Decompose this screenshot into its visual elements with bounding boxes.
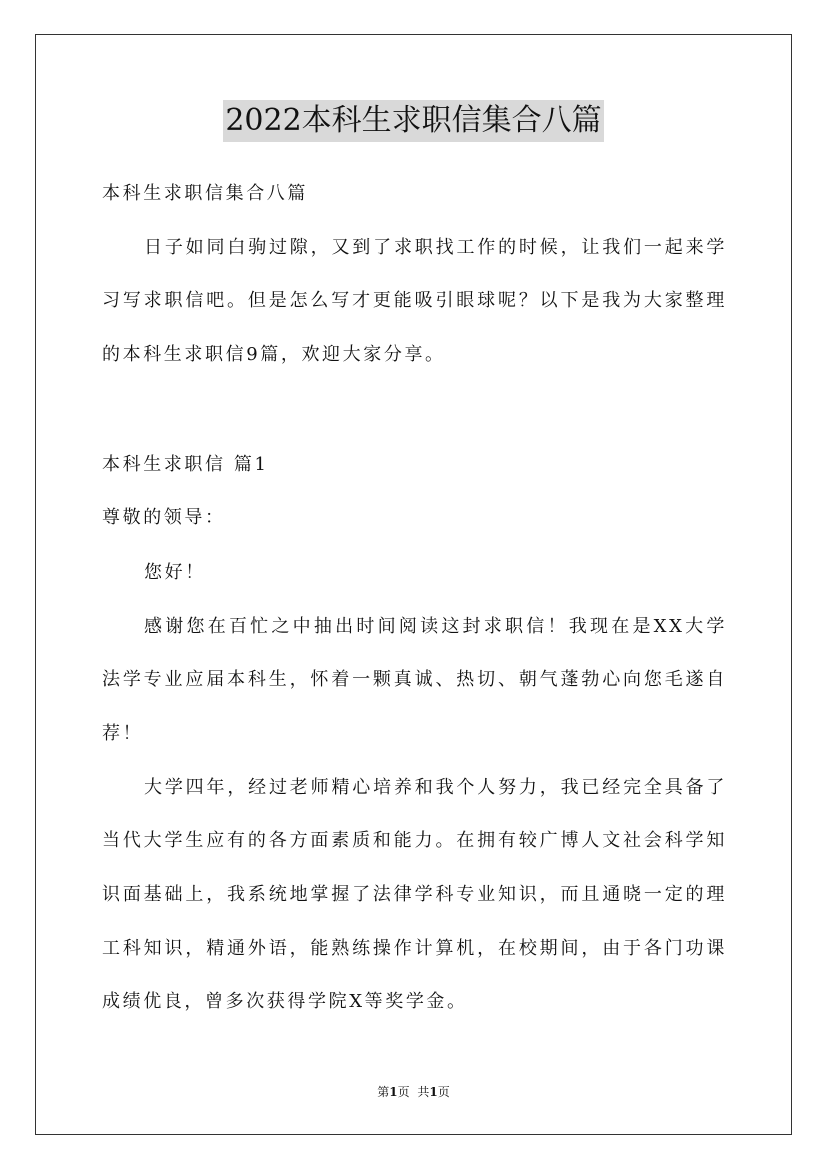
greeting: 您好！: [144, 562, 206, 583]
paragraph2-line-1: 大学四年，经过老师精心培养和我个人努力，我已经完全具备了: [144, 777, 727, 798]
section-heading: 本科生求职信 篇1: [102, 454, 269, 475]
salutation: 尊敬的领导：: [102, 507, 226, 528]
paragraph2-line-4: 工科知识，精通外语，能熟练操作计算机，在校期间，由于各门功课: [102, 938, 727, 959]
intro-line-1: 日子如同白驹过隙，又到了求职找工作的时候，让我们一起来学: [144, 237, 727, 258]
paragraph1-line-2: 法学专业应届本科生，怀着一颗真诚、热切、朝气蓬勃心向您毛遂自: [102, 669, 727, 690]
total-suffix: 页: [437, 1085, 450, 1099]
page-footer: [0, 1084, 827, 1100]
paragraph2-line-3: 识面基础上，我系统地掌握了法律学科专业知识，而且通晓一定的理: [102, 884, 727, 905]
paragraph2-line-2: 当代大学生应有的各方面素质和能力。在拥有较广博人文社会科学知: [102, 830, 727, 851]
title-container: [0, 100, 827, 142]
document-title: 2022本科生求职信集合八篇: [223, 100, 603, 142]
total-prefix: 共: [417, 1085, 430, 1099]
page-label-prefix: 第: [377, 1085, 390, 1099]
paragraph1-line-3: 荐！: [102, 723, 144, 744]
intro-line-2: 习写求职信吧。但是怎么写才更能吸引眼球呢？以下是我为大家整理: [102, 290, 727, 311]
page-label-suffix: 页: [397, 1085, 410, 1099]
paragraph2-line-5: 成绩优良，曾多次获得学院X等奖学金。: [102, 991, 468, 1012]
intro-line-3: 的本科生求职信9篇，欢迎大家分享。: [102, 344, 446, 365]
page-number: 1: [389, 1085, 398, 1099]
total-pages: 1: [429, 1085, 438, 1099]
paragraph1-line-1: 感谢您在百忙之中抽出时间阅读这封求职信！我现在是XX大学: [144, 616, 727, 637]
document-subtitle: 本科生求职信集合八篇: [102, 183, 308, 204]
